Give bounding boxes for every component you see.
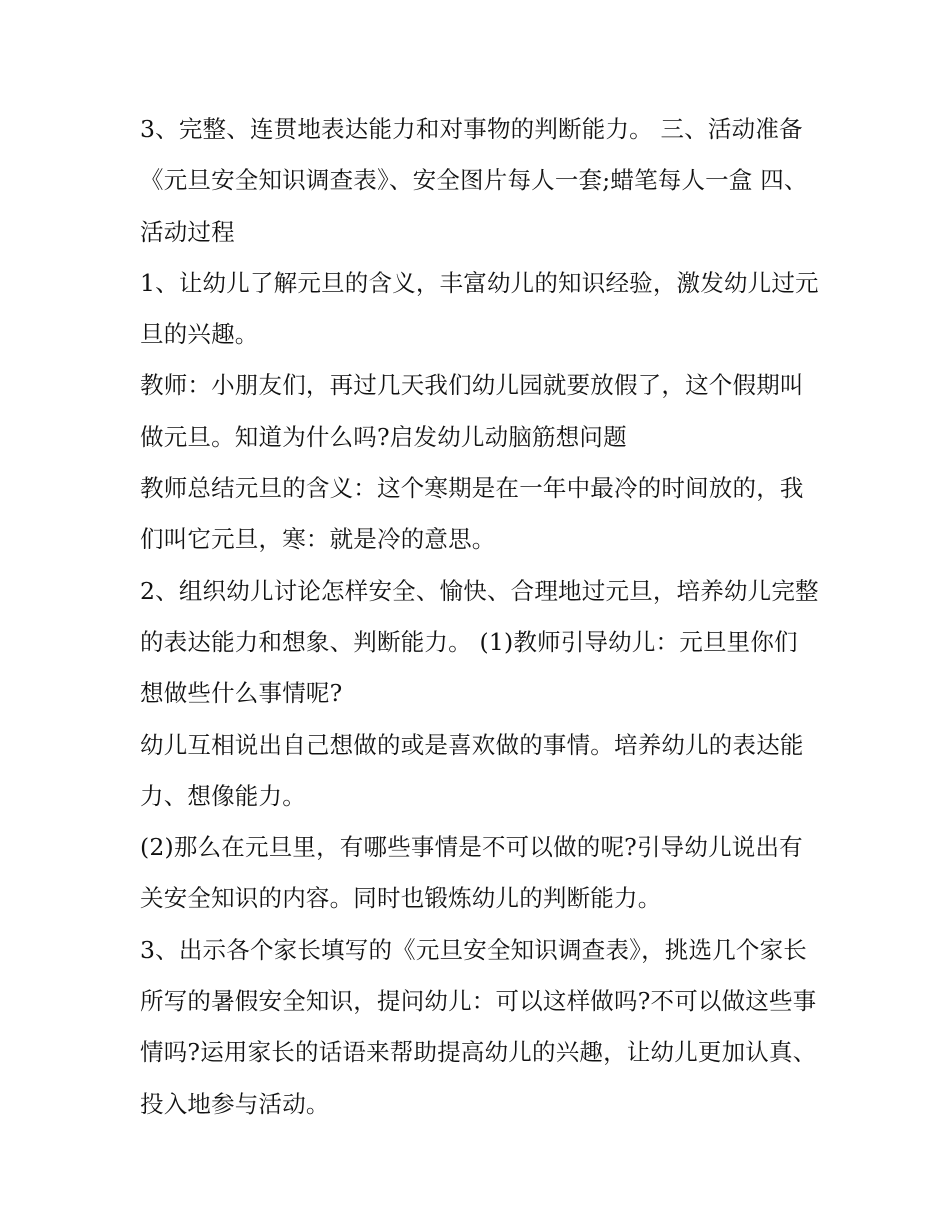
- paragraph-5: 2、组织幼儿讨论怎样安全、愉快、合理地过元旦，培养幼儿完整的表达能力和想象、判断能力。 (1)教师引导幼儿：元旦里你们想做些什么事情呢?: [140, 576, 819, 708]
- paragraph-2: 1、让幼儿了解元旦的含义，丰富幼儿的知识经验，激发幼儿过元旦的兴趣。: [140, 268, 819, 349]
- paragraph-6: 幼儿互相说出自己想做的或是喜欢做的事情。培养幼儿的表达能力、想像能力。: [140, 730, 804, 810]
- document-body: [140, 104, 820, 1130]
- paragraph-3: 教师：小朋友们，再过几天我们幼儿园就要放假了，这个假期叫做元旦。知道为什么吗?启发幼儿动脑筋想问题: [140, 371, 804, 451]
- paragraph-8: 3、出示各个家长填写的《元旦安全知识调查表》，挑选几个家长所写的暑假安全知识，提问幼儿：可以这样做吗?不可以做这些事情吗?运用家长的话语来帮助提高幼儿的兴趣，让幼儿更加认真、投入地参与活动。: [140, 935, 817, 1118]
- paragraph-4: 教师总结元旦的含义：这个寒期是在一年中最冷的时间放的，我们叫它元旦，寒：就是冷的意思。: [140, 474, 804, 554]
- paragraph-1: 3、完整、连贯地表达能力和对事物的判断能力。 三、活动准备 《元旦安全知识调查表》、安全图片每人一套;蜡笔每人一盒 四、活动过程: [140, 115, 808, 246]
- paragraph-7: (2)那么在元旦里，有哪些事情是不可以做的呢?引导幼儿说出有关安全知识的内容。同时也锻炼幼儿的判断能力。: [140, 833, 803, 913]
